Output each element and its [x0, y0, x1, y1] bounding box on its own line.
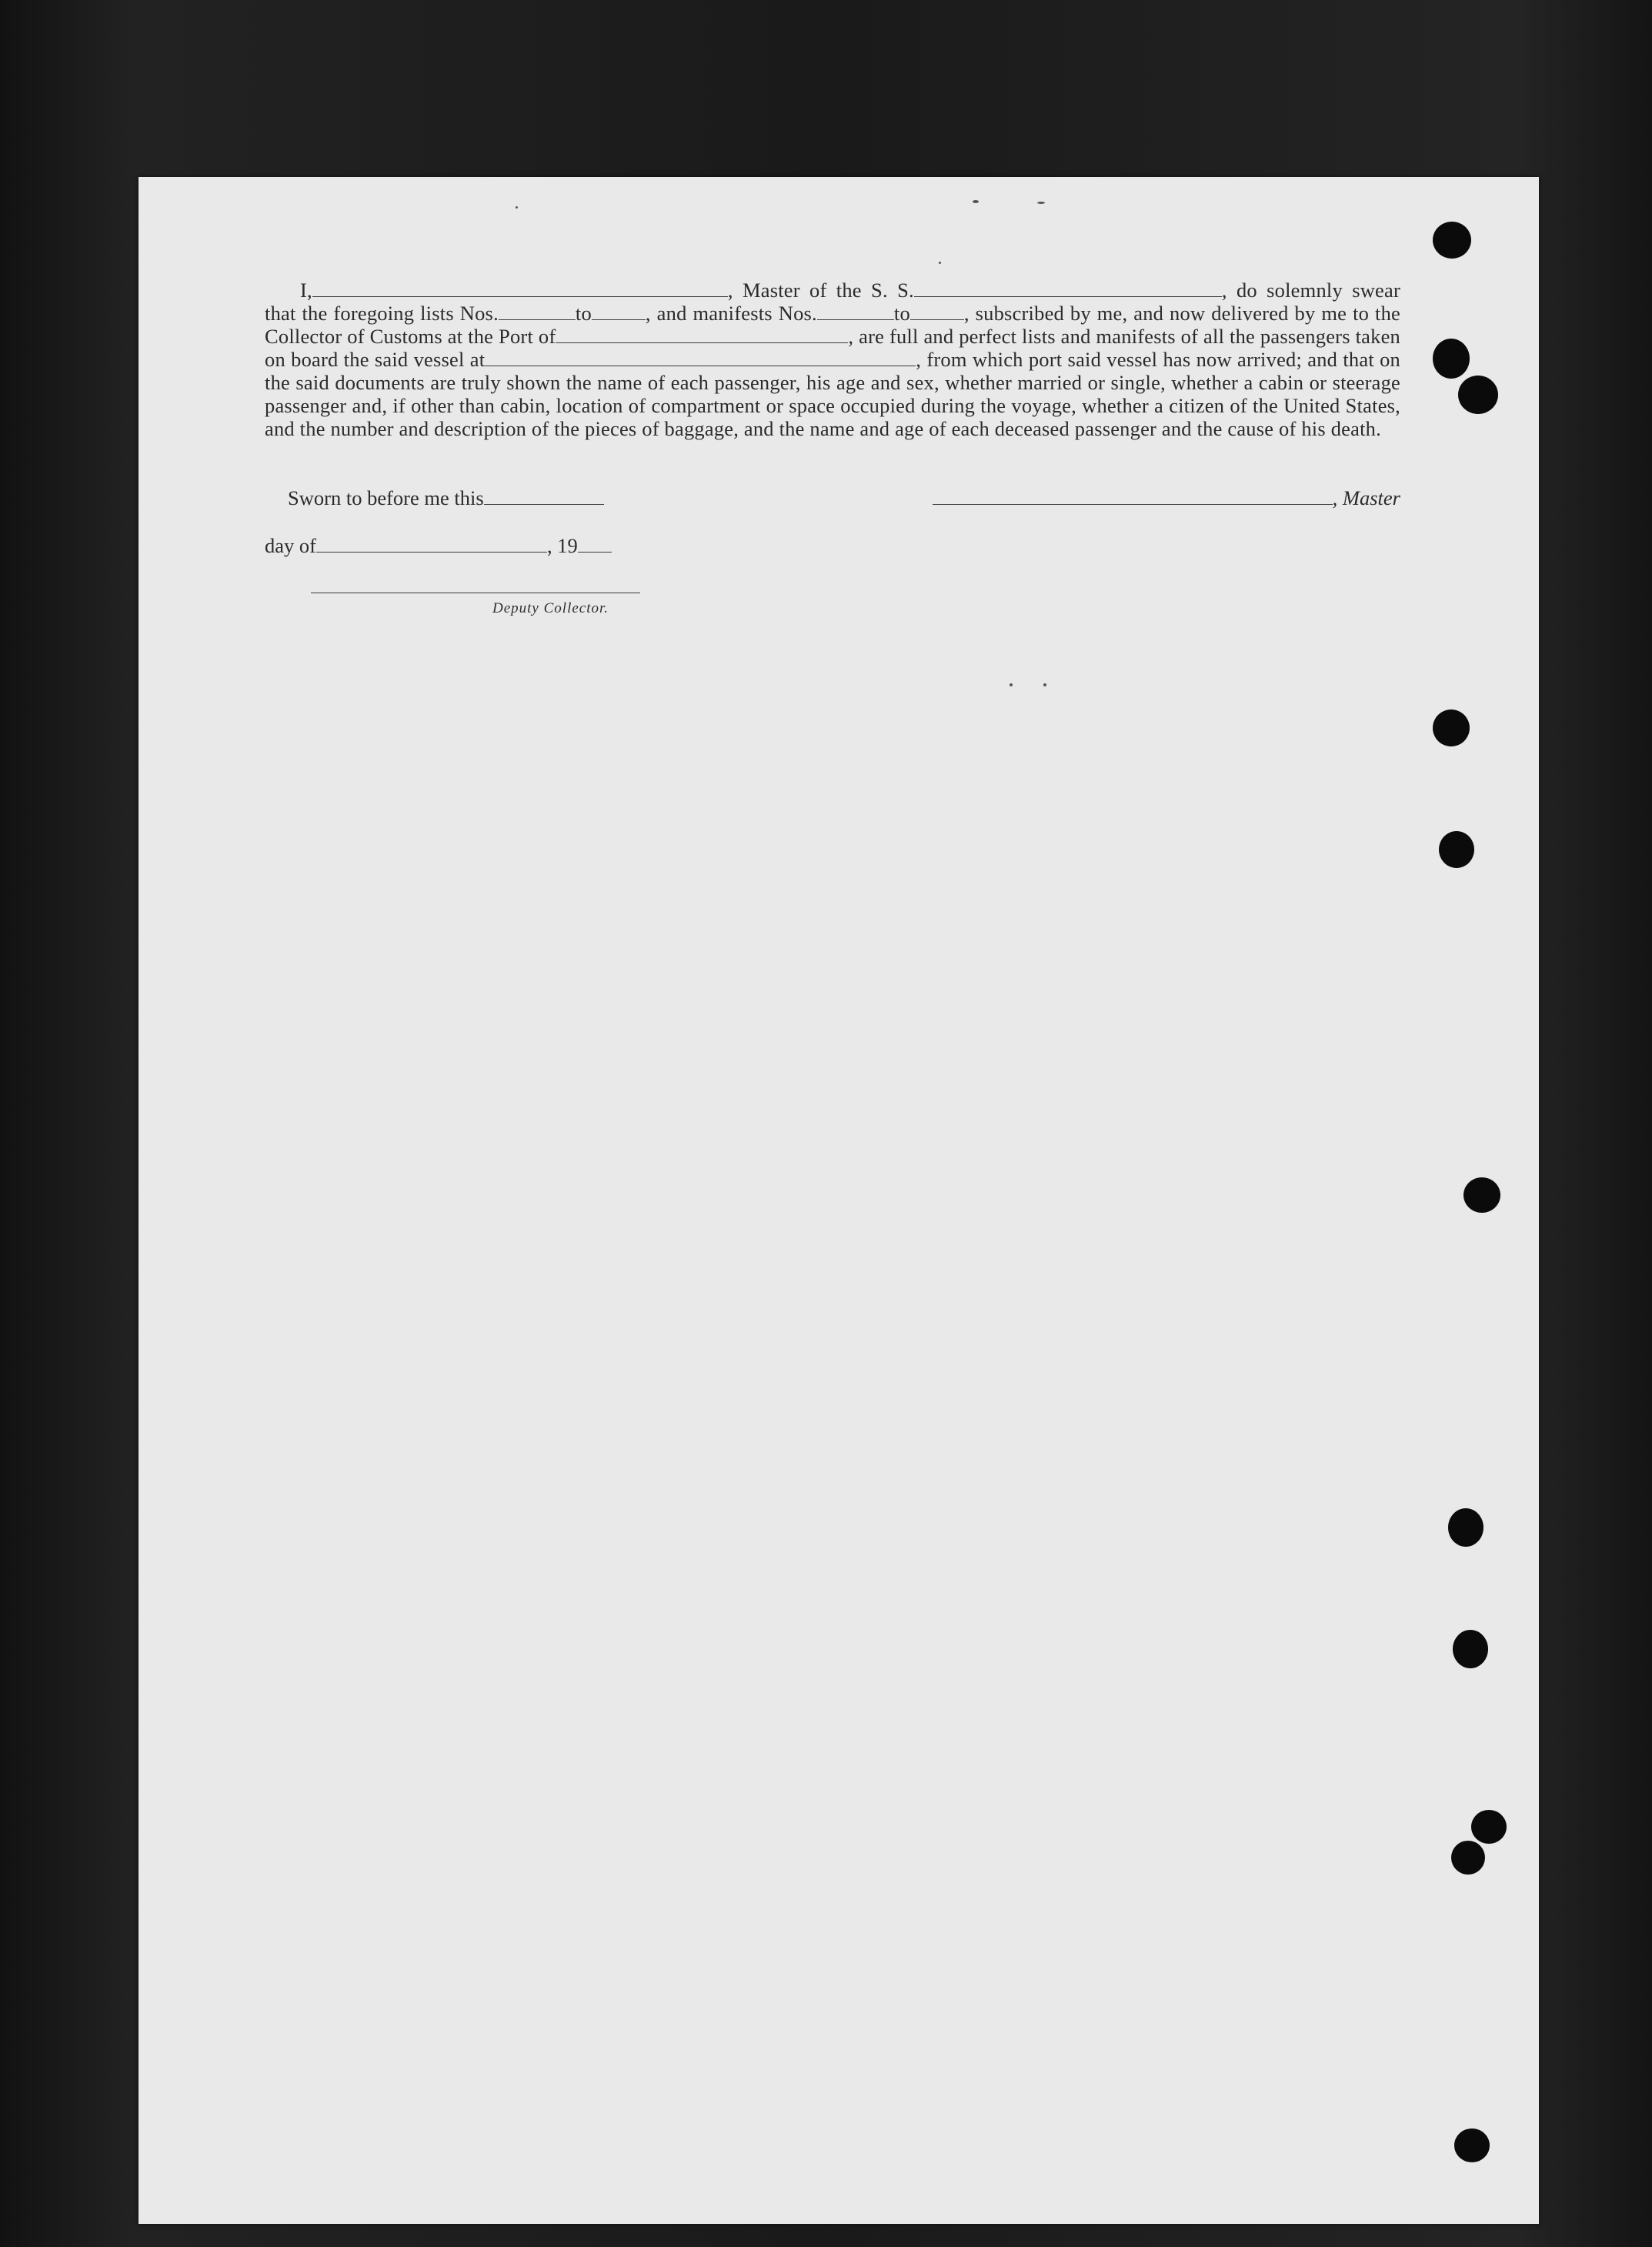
oath-text-manifests: , and manifests Nos.: [645, 302, 817, 325]
scan-speck: [973, 200, 979, 203]
oath-text-to-2: to: [893, 302, 910, 325]
oath-text-swear: swear that the foregoing lists Nos.: [265, 279, 1401, 325]
punch-hole: [1471, 1810, 1507, 1844]
scan-speck: [939, 262, 941, 264]
oath-text-master-of-ss: , Master of the S. S.: [727, 279, 914, 302]
master-oath-paragraph: [265, 279, 1400, 440]
scan-speck: [516, 206, 518, 209]
oath-text-do-solemnly: , do solemnly: [1221, 279, 1343, 302]
manifest-page: [139, 177, 1539, 2224]
month-blank: [316, 536, 547, 553]
punch-hole: [1439, 831, 1474, 868]
deputy-collector-label: Deputy Collector.: [492, 600, 609, 616]
sworn-day-blank: [484, 489, 604, 505]
punch-hole: [1448, 1508, 1483, 1547]
oath-text-subscribed: , subscribed by me, and now delivered by me to the Collector of Customs at the Port of: [265, 302, 1400, 348]
punch-hole: [1433, 222, 1471, 259]
scan-speck: [1037, 202, 1045, 204]
punch-hole: [1433, 709, 1470, 746]
scan-speck: [1010, 683, 1013, 686]
oath-text-to-1: to: [575, 302, 592, 325]
master-signature-blank: [933, 489, 1333, 505]
lists-to-blank: [592, 304, 646, 320]
sworn-text: Sworn to before me this: [288, 486, 604, 510]
year-blank: [578, 536, 612, 553]
oath-text-i: I,: [300, 279, 312, 302]
manifests-from-blank: [817, 304, 894, 320]
punch-hole: [1458, 376, 1498, 414]
scan-speck: [1043, 683, 1046, 686]
punch-hole: [1454, 2128, 1490, 2162]
punch-hole: [1453, 1630, 1488, 1668]
punch-hole: [1451, 1841, 1485, 1875]
oath-text-from-which: , from which port said vessel has now arrived; and that on the said documents are truly shown the name of each passenger, his age and sex, whether married or single, whether a cabin or steerage passenger and, if other than cabin, location of compartment or space occupied during the voyage, whether a citizen of the United States, and the number and description of the pieces of baggage, and the name and age of each deceased passenger and the cause of his death.: [265, 348, 1401, 440]
embark-port-blank: [485, 350, 916, 366]
port-blank: [556, 327, 848, 343]
punch-hole: [1463, 1177, 1500, 1213]
master-name-blank: [312, 281, 728, 297]
manifests-to-blank: [910, 304, 964, 320]
day-of-text: day of , 19: [265, 534, 612, 558]
master-signature: , Master: [933, 486, 1400, 510]
punch-hole: [1433, 339, 1470, 379]
ship-name-blank: [914, 281, 1222, 297]
lists-from-blank: [499, 304, 576, 320]
oath-text-full-perfect: , are full and perfect lists and manifests of all the passengers taken on board the said vessel at: [265, 325, 1400, 371]
